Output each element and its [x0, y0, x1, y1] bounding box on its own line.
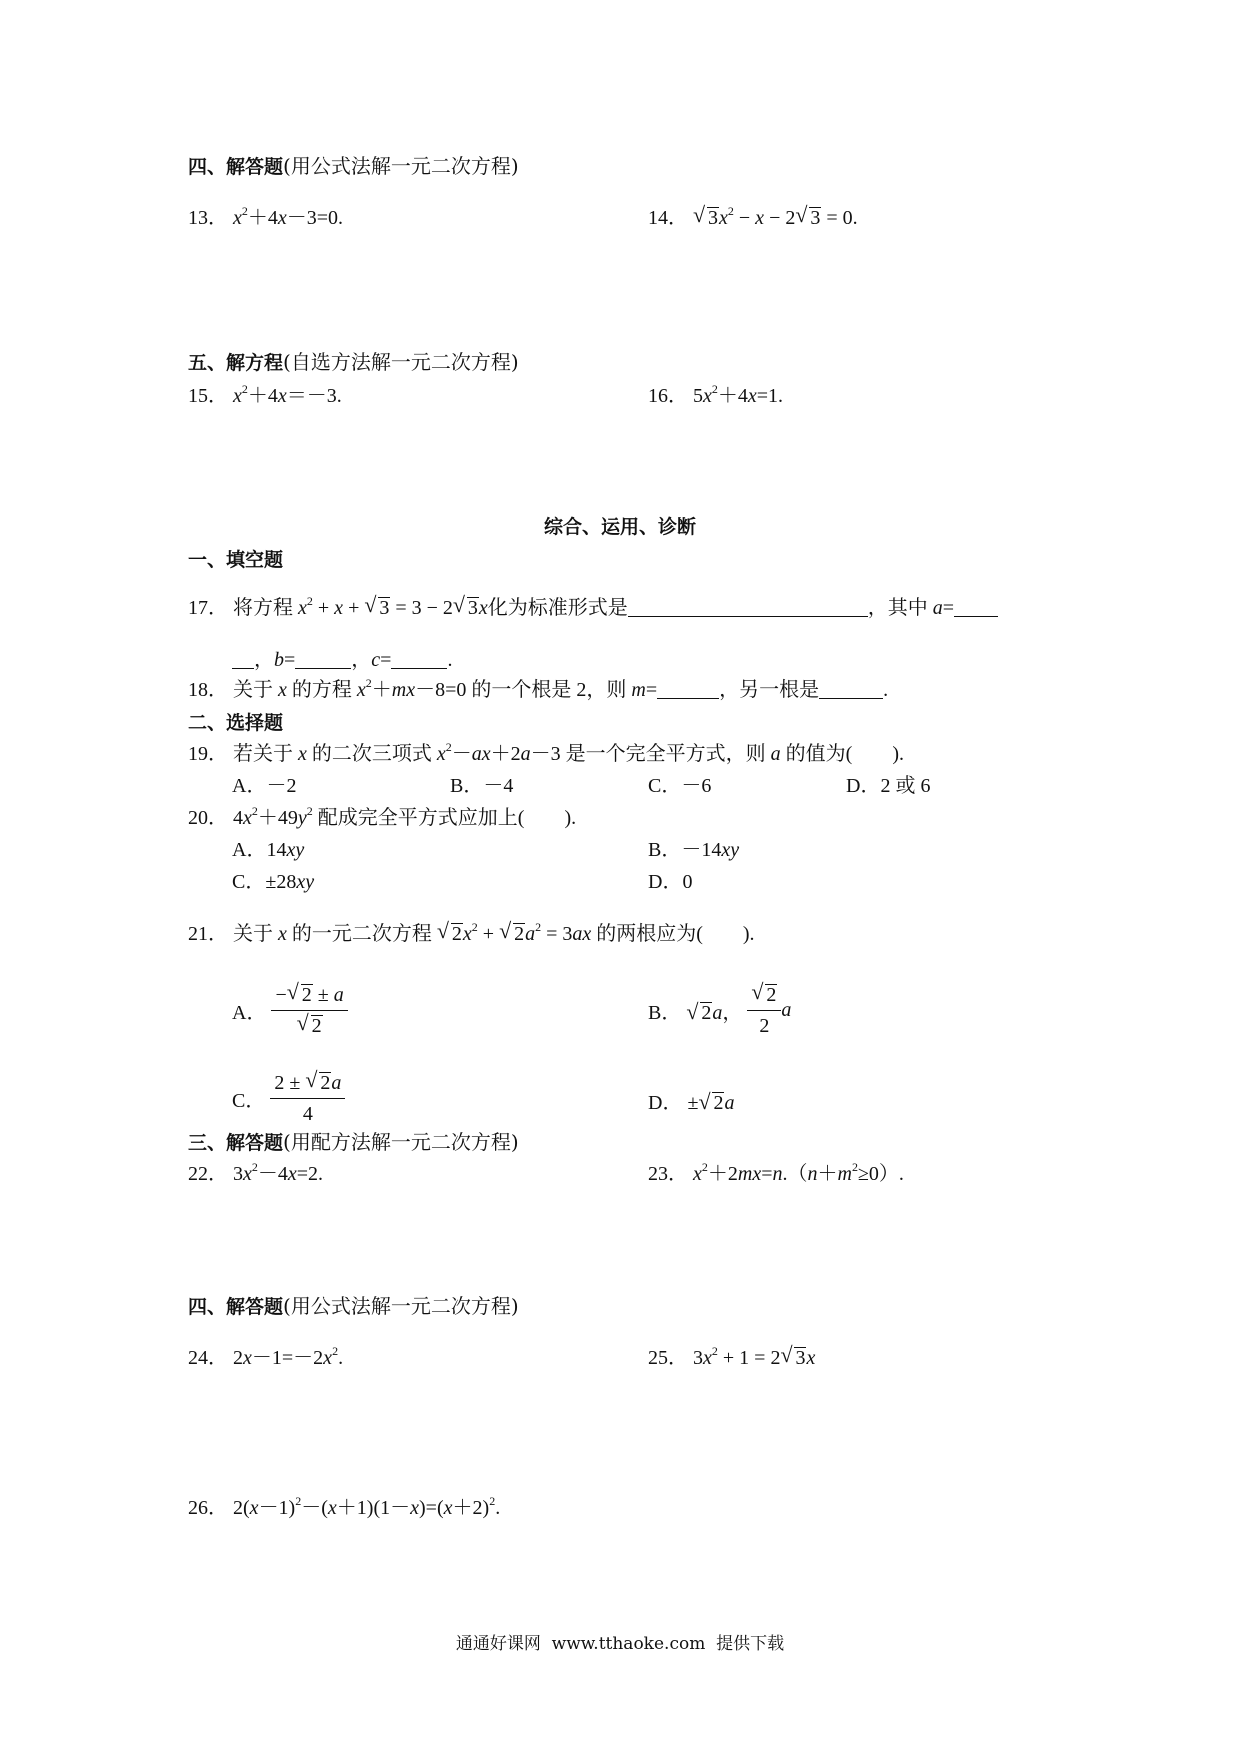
problem-number: 14．: [648, 207, 688, 229]
answer-blank[interactable]: [232, 650, 254, 669]
problem-17: 17． 将方程 $x^2 + x$ + √ 3 = 3 − 2√ 3x化为标准形式是 ，其中 a=: [188, 594, 998, 622]
problem-14: 14． √ $3x^2 - x - 2√$ 3 = 0.: [648, 204, 858, 232]
problem-number: 15．: [188, 385, 228, 407]
section-heading-bold: 三、解答题: [188, 1132, 284, 1154]
problem-20-option-a[interactable]: A．14xy: [232, 839, 305, 861]
section-heading-bold: 五、解方程: [188, 352, 284, 374]
problem-number: 20．: [188, 807, 228, 829]
problem-number: 25．: [648, 1347, 688, 1369]
problem-number: 13．: [188, 207, 228, 229]
answer-blank[interactable]: [954, 598, 998, 617]
problem-24: 24． $2x-1=-2x^2$.: [188, 1344, 344, 1369]
section-heading-formula-2: [188, 1292, 519, 1321]
section-heading-bold: 四、解答题: [188, 156, 284, 178]
section-heading-completing-square: [188, 1128, 519, 1157]
problem-17-continued: ，b= ，c= .: [232, 646, 452, 674]
problem-21-option-d[interactable]: D． ±√ 2a: [648, 1086, 734, 1115]
problem-20-option-b[interactable]: B．－14xy: [648, 839, 740, 861]
problem-19-option-b[interactable]: B．－4: [450, 775, 514, 797]
part-title: 综合、运用、诊断: [543, 516, 696, 538]
problem-19-option-d[interactable]: D．2 或 6: [846, 775, 931, 797]
page-footer: [0, 1632, 1240, 1656]
footer-tagline: 提供下载: [716, 1634, 785, 1654]
problem-number: 17．: [188, 597, 228, 619]
problem-number: 18．: [188, 679, 228, 701]
problem-26: 26． $2(x-1)^2-(x+1)(1-x)=(x+2)^2$.: [188, 1494, 501, 1519]
footer-site-name: 通通好课网: [455, 1634, 541, 1654]
problem-15: 15． $x^2+4x=-3$.: [188, 382, 342, 407]
problem-22: 22． $3x^2-4x=2$.: [188, 1160, 324, 1185]
problem-25: 25． $3x^2 + 1 = 2√$ 3x: [648, 1344, 815, 1372]
section-heading-note: (用配方法解一元二次方程): [283, 1130, 519, 1154]
problem-20-option-d[interactable]: D．0: [648, 871, 693, 893]
section-heading-note: (用公式法解一元二次方程): [283, 154, 519, 178]
section-heading-multiple-choice: 二、选择题: [188, 712, 284, 734]
problem-23: 23． $x^2+2mx=n.(n+m^2\ge 0)$.: [648, 1160, 904, 1185]
section-heading-note: (自选方法解一元二次方程): [283, 350, 519, 374]
problem-19-option-c[interactable]: C．－6: [648, 775, 712, 797]
problem-21-option-b[interactable]: B． √ 2a， √ $\frac{2}{2}$ a: [648, 982, 791, 1039]
problem-number: 21．: [188, 923, 228, 945]
problem-21-option-a[interactable]: A． −√ 2 ± a √ 2: [232, 982, 348, 1039]
problem-20: 20． $4x^2+49y^2$ 配成完全平方式应加上( ).: [188, 804, 577, 829]
answer-blank[interactable]: [657, 680, 719, 699]
section-heading-note: (用公式法解一元二次方程): [283, 1294, 519, 1318]
answer-blank[interactable]: [628, 598, 868, 617]
problem-21: 21． 关于 x 的一元二次方程 √ $2x^2$ + √ $2a^2 = 3ax$ 的两根应为( ).: [188, 920, 755, 948]
section-heading-bold: 四、解答题: [188, 1296, 284, 1318]
problem-19: 19． 若关于 x 的二次三项式 $x^2-ax+2a-3$ 是一个完全平方式，则 a 的值为( ).: [188, 740, 904, 765]
problem-number: 26．: [188, 1497, 228, 1519]
problem-number: 24．: [188, 1347, 228, 1369]
answer-blank[interactable]: [819, 680, 883, 699]
answer-blank[interactable]: [391, 650, 447, 669]
problem-21-option-c[interactable]: C． $\frac{2 \pm √ 2a}{4}$: [232, 1070, 345, 1127]
answer-blank[interactable]: [295, 650, 351, 669]
footer-url[interactable]: www.tthaoke.com: [551, 1634, 706, 1654]
problem-number: 23．: [648, 1163, 688, 1185]
section-heading-formula-1: [188, 152, 519, 181]
section-heading-fill-blank: 一、填空题: [188, 549, 284, 571]
problem-number: 22．: [188, 1163, 228, 1185]
problem-number: 19．: [188, 743, 228, 765]
problem-18: 18． 关于 x 的方程 $x^2+mx-8=0$ 的一个根是 2，则 m= ，另一根是 .: [188, 676, 889, 701]
problem-20-option-c[interactable]: C．±28xy: [232, 871, 315, 893]
problem-13: 13． $x^2+4x-3=0$.: [188, 204, 344, 229]
problem-16: 16． $5x^2+4x=1$.: [648, 382, 784, 407]
section-heading-any-method: [188, 348, 519, 377]
problem-19-option-a[interactable]: A．－2: [232, 775, 297, 797]
problem-number: 16．: [648, 385, 688, 407]
